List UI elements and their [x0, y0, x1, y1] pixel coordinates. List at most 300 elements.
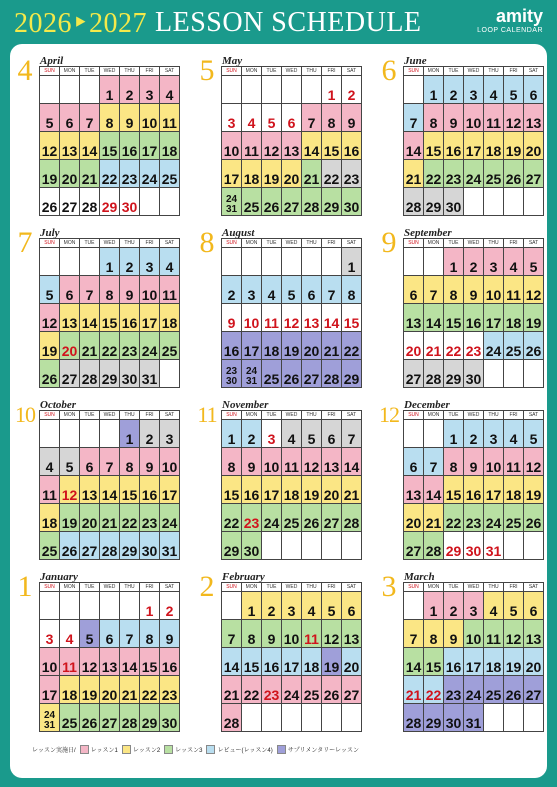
legend-item [80, 745, 118, 754]
day-cell: 13 [282, 132, 302, 160]
day-cell: 12 [282, 304, 302, 332]
day-cell: 10 [282, 620, 302, 648]
day-cell: 12 [524, 276, 544, 304]
weekday-label: TUE [80, 239, 100, 248]
weekday-label: FRI [322, 583, 342, 592]
day-cell: 21 [100, 504, 120, 532]
weekday-label: SAT [160, 67, 180, 76]
day-cell: 2 [342, 76, 362, 104]
month-name: March [404, 571, 435, 583]
day-cell [302, 532, 322, 560]
day-cell: 5 [80, 620, 100, 648]
month-grid [221, 66, 362, 216]
day-cell: 27 [524, 160, 544, 188]
day-cell: 10 [464, 620, 484, 648]
day-cell: 22 [322, 160, 342, 188]
day-cell: 27 [524, 676, 544, 704]
week-row [222, 504, 362, 532]
day-cell: 18 [242, 160, 262, 188]
day-cell: 17 [140, 132, 160, 160]
day-cell [404, 248, 424, 276]
weekday-header [222, 239, 362, 248]
day-cell: 5 [302, 420, 322, 448]
day-cell: 27 [60, 188, 80, 216]
weekday-label: SAT [342, 239, 362, 248]
day-cell: 4 [242, 104, 262, 132]
day-cell: 3 [242, 276, 262, 304]
day-cell: 28 [80, 360, 100, 388]
day-cell: 18 [282, 476, 302, 504]
week-row [222, 104, 362, 132]
day-cell: 4 [160, 248, 180, 276]
day-cell: 1 [242, 592, 262, 620]
day-cell: 4 [40, 448, 60, 476]
day-cell: 8 [120, 448, 140, 476]
day-cell: 29 [444, 532, 464, 560]
day-cell: 30 [120, 360, 140, 388]
day-cell: 17 [464, 648, 484, 676]
day-cell: 9 [120, 104, 140, 132]
week-row [40, 648, 180, 676]
day-cell: 9 [160, 620, 180, 648]
day-cell [322, 704, 342, 732]
week-row [404, 276, 544, 304]
weekday-label: MON [60, 239, 80, 248]
day-cell: 14 [80, 132, 100, 160]
weekday-label: TUE [262, 239, 282, 248]
day-cell: 9 [242, 448, 262, 476]
day-cell: 12 [322, 620, 342, 648]
month-grid [39, 582, 180, 732]
day-cell: 6 [524, 76, 544, 104]
day-cell: 15 [100, 132, 120, 160]
day-cell [404, 76, 424, 104]
day-cell: 15 [424, 648, 444, 676]
day-cell: 22 [444, 332, 464, 360]
weekday-label: THU [484, 67, 504, 76]
day-cell: 31 [484, 532, 504, 560]
title-text: LESSON SCHEDULE [155, 7, 422, 38]
day-cell: 21 [80, 332, 100, 360]
day-number: 24 [225, 194, 238, 205]
day-cell: 3 [484, 420, 504, 448]
day-cell: 16 [464, 476, 484, 504]
day-cell [302, 248, 322, 276]
day-cell: 29 [100, 360, 120, 388]
day-cell: 27 [404, 532, 424, 560]
day-number: 24 [43, 710, 56, 721]
day-cell [40, 592, 60, 620]
day-cell: 20 [322, 476, 342, 504]
day-cell: 4 [484, 592, 504, 620]
day-cell: 26 [524, 332, 544, 360]
day-cell: 7 [322, 276, 342, 304]
day-cell: 23 [464, 504, 484, 532]
day-cell: 27 [302, 360, 322, 388]
day-cell: 27 [342, 676, 362, 704]
brand-subtitle: LOOP CALENDAR [477, 27, 543, 34]
day-cell: 17 [222, 160, 242, 188]
day-cell: 22 [100, 332, 120, 360]
day-cell: 1 [322, 76, 342, 104]
day-cell: 17 [262, 476, 282, 504]
day-cell [404, 592, 424, 620]
week-row [222, 476, 362, 504]
day-cell: 20 [60, 332, 80, 360]
month-name: October [40, 399, 77, 411]
day-cell: 26 [282, 360, 302, 388]
day-cell: 14 [322, 304, 342, 332]
day-cell: 10 [484, 276, 504, 304]
week-row [404, 620, 544, 648]
day-cell: 18 [160, 304, 180, 332]
day-cell: 4 [282, 420, 302, 448]
day-cell: 9 [444, 620, 464, 648]
day-cell: 25 [40, 532, 60, 560]
day-cell: 19 [504, 132, 524, 160]
weekday-label: MON [424, 583, 444, 592]
day-cell: 11 [160, 276, 180, 304]
day-cell: 28 [100, 532, 120, 560]
week-row [222, 276, 362, 304]
day-cell: 30 [444, 188, 464, 216]
weekday-label: SUN [222, 411, 242, 420]
legend [32, 745, 359, 754]
day-cell: 13 [322, 448, 342, 476]
legend-swatch [206, 745, 215, 754]
day-cell: 21 [80, 160, 100, 188]
day-cell: 18 [60, 676, 80, 704]
day-cell: 8 [100, 276, 120, 304]
week-row [404, 132, 544, 160]
day-cell: 24 [282, 676, 302, 704]
day-cell: 25 [60, 704, 80, 732]
legend-swatch [122, 745, 131, 754]
day-cell: 22 [222, 504, 242, 532]
day-cell: 9 [262, 620, 282, 648]
day-cell: 30 [120, 188, 140, 216]
day-cell: 12 [504, 620, 524, 648]
day-cell: 16 [444, 648, 464, 676]
day-cell: 19 [302, 476, 322, 504]
month-grid [403, 238, 544, 388]
day-cell [222, 248, 242, 276]
weekday-label: MON [60, 583, 80, 592]
day-cell: 24 [464, 160, 484, 188]
day-cell [242, 360, 262, 388]
weekday-label: THU [120, 411, 140, 420]
legend-item [277, 745, 359, 754]
weekday-label: TUE [444, 67, 464, 76]
day-cell [40, 248, 60, 276]
weekday-header [404, 239, 544, 248]
weekday-header [40, 411, 180, 420]
day-cell: 15 [424, 132, 444, 160]
day-cell: 8 [322, 104, 342, 132]
day-cell: 18 [484, 132, 504, 160]
day-cell [222, 188, 242, 216]
day-cell [80, 420, 100, 448]
weekday-header [404, 67, 544, 76]
day-cell: 19 [80, 676, 100, 704]
day-cell: 7 [302, 104, 322, 132]
weekday-label: THU [484, 411, 504, 420]
day-cell: 20 [404, 332, 424, 360]
day-cell: 15 [444, 476, 464, 504]
weekday-label: WED [282, 67, 302, 76]
day-cell: 29 [342, 360, 362, 388]
day-cell: 5 [504, 592, 524, 620]
legend-label: レッスン3 [175, 748, 203, 754]
day-cell: 21 [120, 676, 140, 704]
week-row [404, 704, 544, 732]
day-cell: 19 [60, 504, 80, 532]
brand-logo [477, 6, 543, 35]
day-cell [140, 188, 160, 216]
weekday-label: THU [484, 583, 504, 592]
day-cell: 6 [60, 104, 80, 132]
day-cell [222, 76, 242, 104]
weekday-label: SAT [342, 67, 362, 76]
week-row [222, 332, 362, 360]
day-cell: 4 [160, 76, 180, 104]
day-cell: 27 [322, 504, 342, 532]
day-cell: 5 [262, 104, 282, 132]
day-cell: 12 [40, 304, 60, 332]
weekday-label: MON [242, 239, 262, 248]
week-row [40, 476, 180, 504]
weekday-header [404, 411, 544, 420]
day-cell: 10 [464, 104, 484, 132]
week-row [40, 360, 180, 388]
day-cell [120, 592, 140, 620]
day-cell [262, 704, 282, 732]
day-cell [80, 76, 100, 104]
day-cell [524, 360, 544, 388]
day-cell: 16 [140, 476, 160, 504]
day-cell: 30 [342, 188, 362, 216]
day-cell [40, 76, 60, 104]
day-cell: 28 [404, 704, 424, 732]
weekday-label: TUE [444, 239, 464, 248]
week-row [404, 676, 544, 704]
weekday-label: WED [282, 239, 302, 248]
day-cell: 7 [404, 104, 424, 132]
day-cell: 28 [424, 532, 444, 560]
day-cell [282, 704, 302, 732]
month-block [14, 228, 180, 392]
day-cell: 7 [342, 420, 362, 448]
month-number: 5 [199, 54, 215, 87]
weekday-label: MON [60, 411, 80, 420]
day-cell: 4 [504, 248, 524, 276]
day-cell: 10 [40, 648, 60, 676]
day-cell [484, 188, 504, 216]
day-cell: 3 [464, 592, 484, 620]
week-row [404, 504, 544, 532]
day-cell: 23 [120, 160, 140, 188]
day-cell: 19 [504, 648, 524, 676]
legend-item [164, 745, 202, 754]
month-block [196, 228, 362, 392]
weekday-header [222, 67, 362, 76]
week-row [404, 476, 544, 504]
day-cell: 22 [424, 676, 444, 704]
month-grid [221, 582, 362, 732]
day-cell: 5 [524, 420, 544, 448]
week-row [222, 248, 362, 276]
day-cell: 12 [60, 476, 80, 504]
day-cell: 10 [140, 276, 160, 304]
day-cell: 19 [40, 160, 60, 188]
day-cell: 25 [160, 332, 180, 360]
day-cell: 7 [80, 104, 100, 132]
day-cell: 24 [464, 676, 484, 704]
day-cell: 5 [524, 248, 544, 276]
day-cell [504, 532, 524, 560]
day-cell: 11 [262, 304, 282, 332]
day-cell: 11 [60, 648, 80, 676]
weekday-label: SUN [222, 239, 242, 248]
day-cell: 13 [524, 104, 544, 132]
day-cell: 10 [262, 448, 282, 476]
month-name: November [222, 399, 269, 411]
day-cell: 2 [140, 420, 160, 448]
day-cell: 27 [404, 360, 424, 388]
week-row [404, 532, 544, 560]
month-name: June [404, 55, 427, 67]
day-cell: 8 [242, 620, 262, 648]
day-cell: 22 [424, 160, 444, 188]
day-cell: 11 [504, 276, 524, 304]
weekday-label: FRI [504, 67, 524, 76]
day-cell: 23 [140, 504, 160, 532]
day-cell: 14 [424, 304, 444, 332]
day-cell [464, 188, 484, 216]
legend-item [206, 745, 272, 754]
legend-lead: レッスン実施日/ [32, 748, 76, 754]
day-cell: 2 [464, 420, 484, 448]
weekday-label: SUN [404, 239, 424, 248]
weekday-label: SAT [524, 67, 544, 76]
day-cell: 23 [444, 676, 464, 704]
week-row [404, 332, 544, 360]
day-cell: 11 [484, 104, 504, 132]
day-cell: 22 [140, 676, 160, 704]
day-cell: 14 [424, 476, 444, 504]
weekday-label: FRI [140, 67, 160, 76]
legend-swatch [80, 745, 89, 754]
week-row [222, 648, 362, 676]
day-cell: 19 [524, 304, 544, 332]
month-grid [403, 66, 544, 216]
day-cell: 23 [120, 332, 140, 360]
day-cell: 20 [342, 648, 362, 676]
month-number: 3 [381, 570, 397, 603]
day-cell: 14 [404, 132, 424, 160]
day-number: 31 [43, 720, 56, 731]
day-cell: 7 [80, 276, 100, 304]
day-cell: 1 [222, 420, 242, 448]
day-cell: 20 [524, 132, 544, 160]
day-cell [100, 592, 120, 620]
day-cell: 13 [342, 620, 362, 648]
day-cell: 25 [262, 360, 282, 388]
day-cell: 1 [444, 420, 464, 448]
day-cell: 3 [140, 76, 160, 104]
day-cell: 11 [302, 620, 322, 648]
day-cell: 25 [160, 160, 180, 188]
week-row [40, 104, 180, 132]
week-row [222, 592, 362, 620]
day-cell: 17 [40, 676, 60, 704]
day-cell: 2 [160, 592, 180, 620]
day-cell: 28 [222, 704, 242, 732]
day-cell: 29 [424, 704, 444, 732]
month-number: 2 [199, 570, 215, 603]
day-cell: 15 [140, 648, 160, 676]
day-cell: 20 [80, 504, 100, 532]
day-cell: 26 [80, 704, 100, 732]
month-number: 7 [17, 226, 33, 259]
legend-label: レッスン1 [90, 748, 118, 754]
day-cell: 27 [282, 188, 302, 216]
day-cell: 7 [404, 620, 424, 648]
day-cell: 11 [504, 448, 524, 476]
day-cell: 22 [242, 676, 262, 704]
weekday-label: THU [484, 239, 504, 248]
day-cell: 14 [80, 304, 100, 332]
weekday-label: THU [302, 583, 322, 592]
day-cell: 2 [444, 592, 464, 620]
day-cell: 15 [100, 304, 120, 332]
month-number: 9 [381, 226, 397, 259]
weekday-label: MON [424, 239, 444, 248]
day-cell: 21 [424, 332, 444, 360]
day-cell: 29 [100, 188, 120, 216]
month-grid [403, 582, 544, 732]
day-cell: 6 [282, 104, 302, 132]
weekday-label: FRI [322, 411, 342, 420]
day-cell: 10 [222, 132, 242, 160]
day-cell: 20 [404, 504, 424, 532]
day-cell: 31 [160, 532, 180, 560]
weekday-label: MON [60, 67, 80, 76]
day-cell: 25 [504, 504, 524, 532]
day-cell: 6 [404, 448, 424, 476]
day-cell [282, 532, 302, 560]
day-cell: 24 [484, 332, 504, 360]
legend-swatch [164, 745, 173, 754]
month-grid [221, 238, 362, 388]
day-cell: 14 [120, 648, 140, 676]
day-cell [282, 248, 302, 276]
day-cell [342, 704, 362, 732]
day-cell: 4 [484, 76, 504, 104]
day-cell: 12 [524, 448, 544, 476]
month-block [196, 400, 362, 564]
day-cell: 2 [242, 420, 262, 448]
day-cell: 8 [342, 276, 362, 304]
legend-label: サプリメンタリーレッスン [287, 748, 359, 754]
week-row [40, 704, 180, 732]
week-row [40, 448, 180, 476]
day-cell: 26 [262, 188, 282, 216]
day-cell: 24 [160, 504, 180, 532]
month-number: 10 [15, 402, 35, 427]
day-cell: 14 [302, 132, 322, 160]
day-cell [60, 592, 80, 620]
